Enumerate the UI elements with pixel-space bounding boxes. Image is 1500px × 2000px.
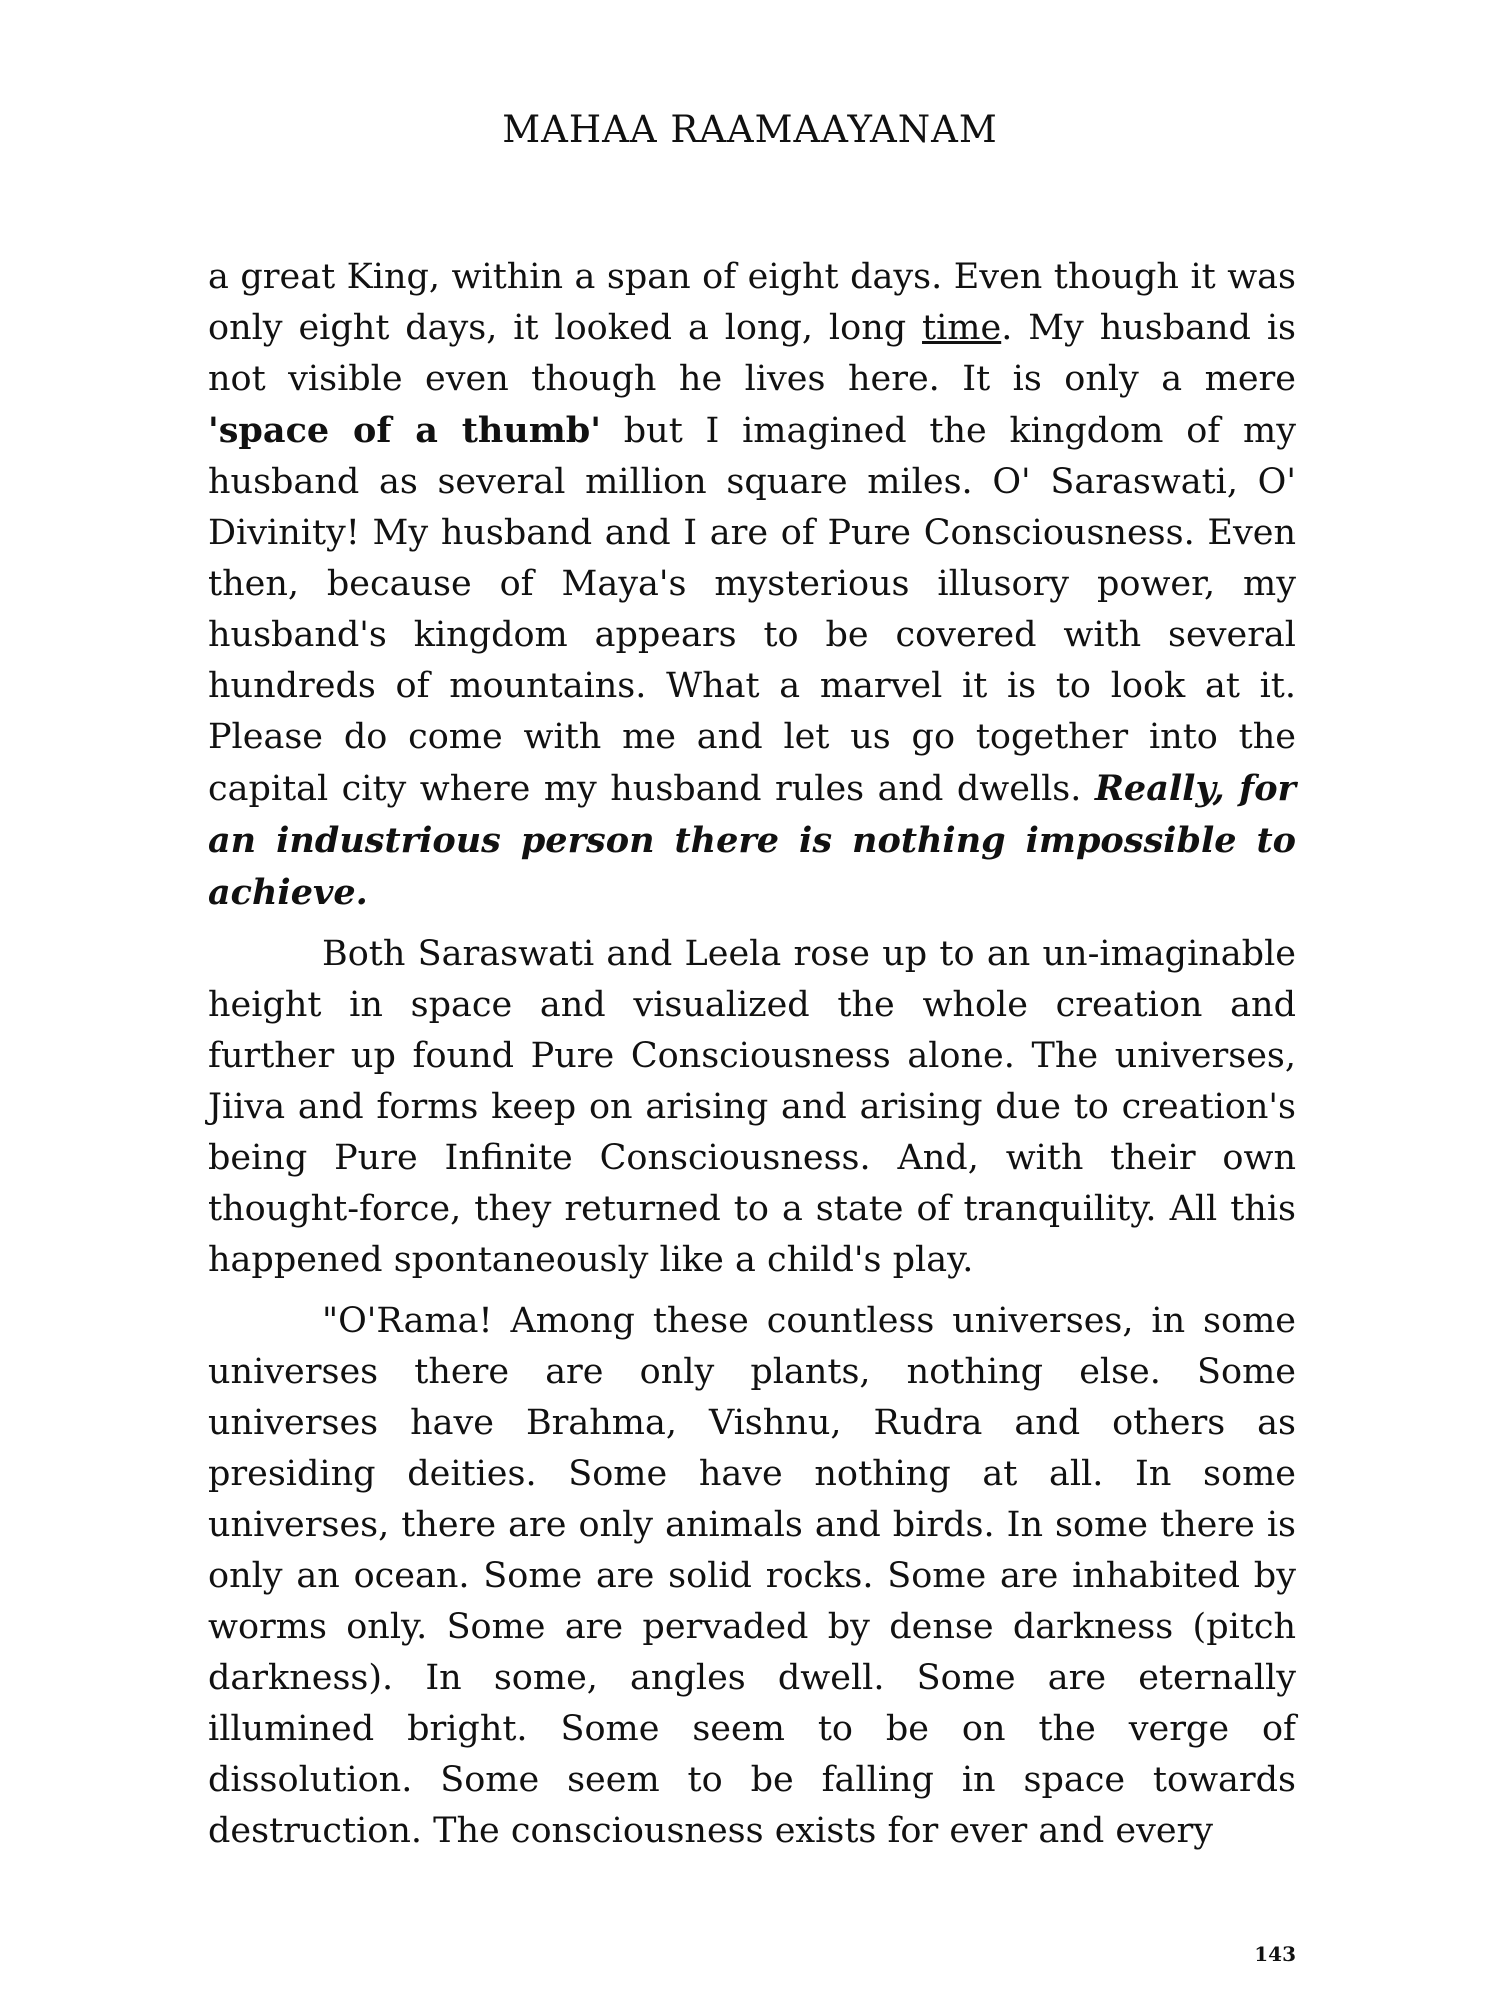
page-number: 143 [1254, 1942, 1296, 1966]
paragraph-saraswati-leela: Both Saraswati and Leela rose up to an un-imaginable height in space and visualized the whole creation and further up found Pure Consciousness alone. The universes, Jiiva and forms keep on arising and arising due to creation's being Pure Infinite Consciousness. And, with their own thought-force, they returned to a state of tranquility. All this happened spontaneously like a child's play. [208, 934, 1296, 1280]
body-text [208, 252, 1296, 1867]
paragraph-text: but I imagined the kingdom of my husband as several million square miles. O' Saraswati, O' Divinity! My husband and I are of Pure Consciousness. Even then, because of Maya's mysterious illusory power, my husband's kingdom appears to be covered with several hundreds of mountains. What a marvel it is to look at it. Please do come with me and let us go together into the capital city where my husband rules and dwells. [208, 411, 1296, 809]
paragraph-continuation [208, 252, 1296, 919]
underlined-word: time [922, 308, 1002, 348]
paragraph-o-rama: "O'Rama! Among these countless universes, in some universes there are only plants, nothing else. Some universes have Brahma, Vishnu, Rudra and others as presiding deities. Some have nothing at all. In some universes, there are only animals and birds. In some there is only an ocean. Some are solid rocks. Some are inhabited by worms only. Some are pervaded by dense darkness (pitch darkness). In some, angles dwell. Some are eternally illumined bright. Some seem to be on the verge of dissolution. Some seem to be falling in space towards destruction. The consciousness exists for ever and every [208, 1301, 1296, 1851]
bold-phrase: 'space of a thumb' [208, 410, 601, 451]
paragraph-text: . My husband is not visible even though he lives here. It is only a mere [208, 308, 1296, 399]
paragraph-text: a great King, within a span of eight days. Even though it was only eight days, it looked a long, long [208, 257, 1296, 348]
emphasis-phrase: Really, for an industrious person there is nothing impossible to achieve. [208, 768, 1296, 913]
running-head: MAHAA RAAMAAYANAM [502, 108, 998, 151]
